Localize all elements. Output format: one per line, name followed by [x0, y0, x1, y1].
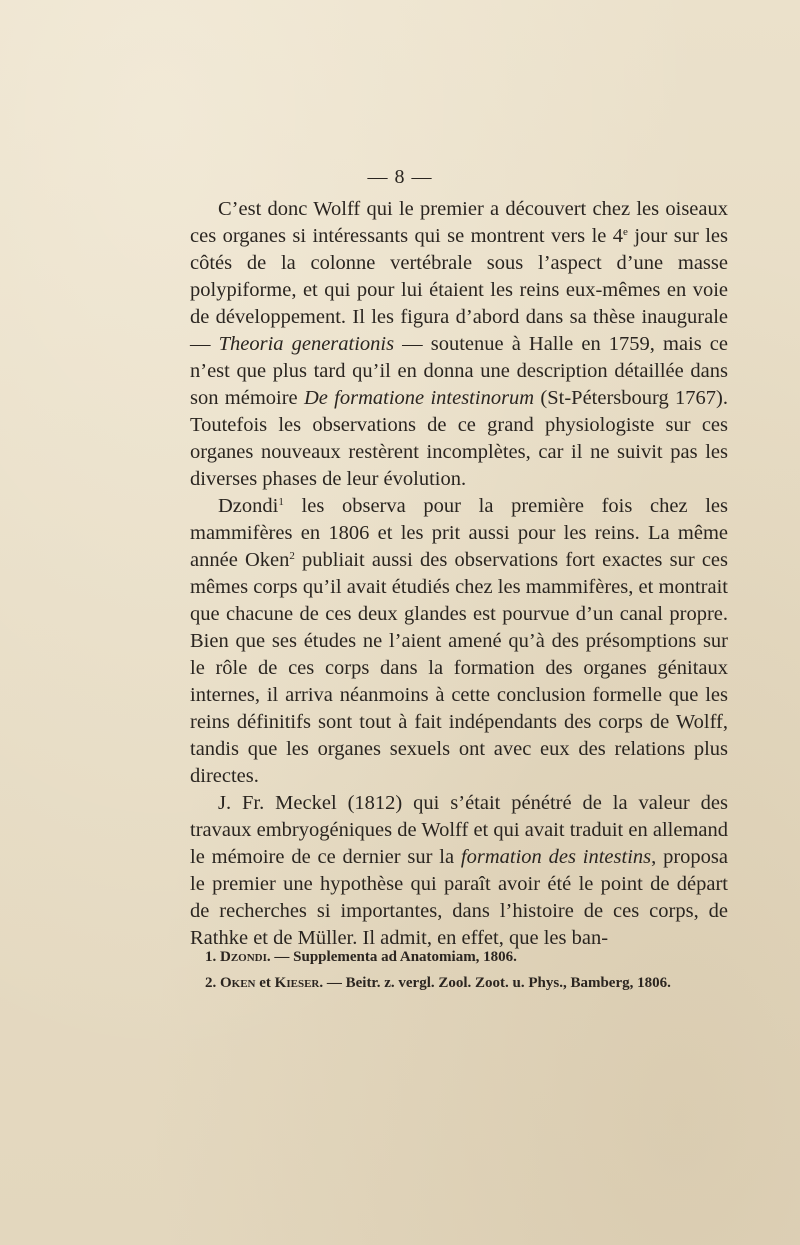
text-run: publiait aussi des observations fort exactes sur ces mêmes corps qu’il avait étudiés chez les mammifères, et montrait que chacune de ces deux glandes est pourvue d’un canal propre. Bien que ses études ne l’aient amené qu’à des présomptions sur le rôle de ces corps dans la formation des organes génitaux internes, il arriva néanmoins à cette conclusion formelle que les reins définitifs sont tout à fait indépendants des corps de Wolff, tandis que les organes sexuels ont avec eux des relations plus directes.	[190, 549, 728, 787]
paragraph	[190, 790, 728, 952]
author-name: Oken	[220, 975, 256, 991]
footnote-ref: 1	[278, 496, 284, 508]
footnote	[205, 944, 745, 970]
italic-title: De formatione intestinorum	[303, 387, 535, 409]
text-run: J. Fr. Meckel (1812) qui s’était pénétré de la valeur des travaux embryogéniques de Wolff et qui avait traduit en allemand le mémoire de ce dernier sur la	[190, 792, 728, 868]
text-run: et	[255, 975, 275, 991]
author-name: Dzondi	[220, 949, 267, 965]
page-number: — 8 —	[367, 166, 433, 188]
footnotes	[205, 944, 745, 996]
text-run: Dzondi	[218, 495, 279, 517]
text-run: . — Beitr. z. vergl. Zool. Zoot. u. Phys., Bamberg, 1806.	[319, 975, 671, 991]
text-run: , proposa le premier une hypothèse qui paraît avoir été le point de départ de recherches si importantes, dans l’histoire de ces corps, de Rathke et de Müller. Il admit, en effet, que les ban-	[190, 846, 728, 949]
text-run: C’est donc Wolff qui le premier a découvert chez les oiseaux ces organes si intéressants qui se montrent vers le 4	[190, 198, 728, 247]
text-run: jour sur les côtés de la colonne vertébrale sous l’aspect d’une masse polypiforme, et qui pour lui étaient les reins eux-mêmes en voie de développement. Il les figura d’abord dans sa thèse inaugurale —	[190, 225, 728, 355]
text-run: 2.	[205, 975, 220, 991]
paragraph	[190, 493, 728, 790]
text-run: 1.	[205, 949, 220, 965]
text-run: . — Supplementa ad Anatomiam, 1806.	[266, 949, 517, 965]
paragraph	[190, 196, 728, 493]
author-name: Kieser	[274, 975, 320, 991]
text-run: — soutenue à Halle en 1759, mais ce n’est que plus tard qu’il en donna une description détaillée dans son mémoire	[190, 333, 728, 409]
footnote-ref: e	[623, 226, 628, 238]
footnote-ref: 2	[289, 550, 295, 562]
text-run: (St-Pétersbourg 1767). Toutefois les observations de ce grand physiologiste sur ces organes nouveaux restèrent incomplètes, car il ne suivit pas les diverses phases de leur évolution.	[190, 387, 728, 490]
footnote	[205, 970, 745, 996]
italic-title: formation des intestins	[460, 846, 652, 868]
italic-title: Theoria generationis	[218, 333, 395, 355]
text-run: les observa pour la première fois chez les mammifères en 1806 et les prit aussi pour les reins. La même année Oken	[190, 495, 728, 571]
body-text	[190, 196, 728, 952]
